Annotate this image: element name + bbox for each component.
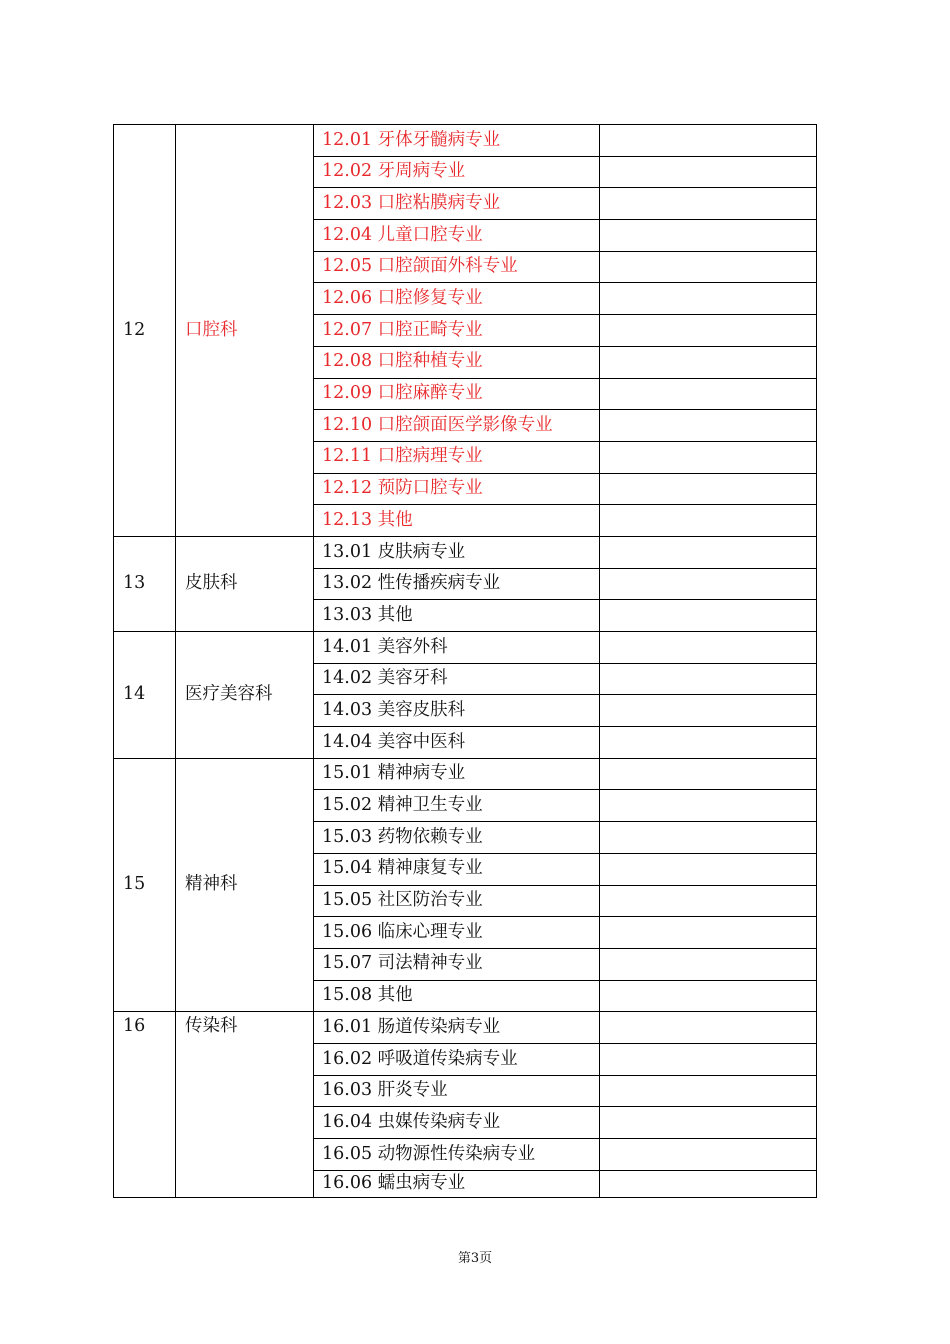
blank-entry-cell bbox=[600, 251, 817, 283]
specialty-cell: 14.04 美容中医科 bbox=[314, 727, 600, 759]
specialty-table-body bbox=[114, 125, 817, 1198]
page-footer: 第3页 bbox=[457, 1251, 493, 1266]
specialty-cell: 12.03 口腔粘膜病专业 bbox=[314, 188, 600, 220]
specialty-cell: 15.08 其他 bbox=[314, 980, 600, 1012]
blank-entry-cell bbox=[600, 1139, 817, 1171]
specialty-cell: 12.12 预防口腔专业 bbox=[314, 473, 600, 505]
blank-entry-cell bbox=[600, 315, 817, 347]
blank-entry-cell bbox=[600, 853, 817, 885]
blank-entry-cell bbox=[600, 1043, 817, 1075]
specialty-cell: 14.03 美容皮肤科 bbox=[314, 695, 600, 727]
department-number-cell: 16 bbox=[114, 1012, 176, 1197]
blank-entry-cell bbox=[600, 1107, 817, 1139]
blank-entry-cell bbox=[600, 1012, 817, 1044]
specialty-cell: 15.06 临床心理专业 bbox=[314, 917, 600, 949]
specialty-cell: 14.02 美容牙科 bbox=[314, 663, 600, 695]
specialty-cell: 16.03 肝炎专业 bbox=[314, 1075, 600, 1107]
blank-entry-cell bbox=[600, 505, 817, 537]
blank-entry-cell bbox=[600, 473, 817, 505]
specialty-cell: 12.01 牙体牙髓病专业 bbox=[314, 125, 600, 157]
department-name-cell: 传染科 bbox=[176, 1012, 314, 1197]
specialty-cell: 12.06 口腔修复专业 bbox=[314, 283, 600, 315]
blank-entry-cell bbox=[600, 980, 817, 1012]
table-row bbox=[114, 1012, 817, 1044]
specialty-cell: 15.07 司法精神专业 bbox=[314, 948, 600, 980]
specialty-cell: 15.02 精神卫生专业 bbox=[314, 790, 600, 822]
specialty-cell: 12.11 口腔病理专业 bbox=[314, 441, 600, 473]
specialty-cell: 16.02 呼吸道传染病专业 bbox=[314, 1043, 600, 1075]
specialty-cell: 14.01 美容外科 bbox=[314, 632, 600, 664]
blank-entry-cell bbox=[600, 378, 817, 410]
blank-entry-cell bbox=[600, 410, 817, 442]
specialty-cell: 12.05 口腔颌面外科专业 bbox=[314, 251, 600, 283]
specialty-cell: 12.10 口腔颌面医学影像专业 bbox=[314, 410, 600, 442]
specialty-cell: 16.06 蠕虫病专业 bbox=[314, 1170, 600, 1197]
specialty-table bbox=[113, 124, 817, 1198]
specialty-cell: 12.13 其他 bbox=[314, 505, 600, 537]
blank-entry-cell bbox=[600, 632, 817, 664]
blank-entry-cell bbox=[600, 568, 817, 600]
blank-entry-cell bbox=[600, 156, 817, 188]
specialty-cell: 12.04 儿童口腔专业 bbox=[314, 220, 600, 252]
specialty-cell: 16.05 动物源性传染病专业 bbox=[314, 1139, 600, 1171]
blank-entry-cell bbox=[600, 125, 817, 157]
department-name-cell: 皮肤科 bbox=[176, 536, 314, 631]
blank-entry-cell bbox=[600, 758, 817, 790]
department-name-cell: 口腔科 bbox=[176, 125, 314, 537]
blank-entry-cell bbox=[600, 346, 817, 378]
specialty-cell: 15.01 精神病专业 bbox=[314, 758, 600, 790]
blank-entry-cell bbox=[600, 441, 817, 473]
specialty-cell: 12.07 口腔正畸专业 bbox=[314, 315, 600, 347]
specialty-table-container bbox=[113, 124, 815, 1198]
blank-entry-cell bbox=[600, 663, 817, 695]
blank-entry-cell bbox=[600, 822, 817, 854]
department-number-cell: 14 bbox=[114, 632, 176, 759]
blank-entry-cell bbox=[600, 536, 817, 568]
blank-entry-cell bbox=[600, 948, 817, 980]
specialty-cell: 15.04 精神康复专业 bbox=[314, 853, 600, 885]
specialty-cell: 15.05 社区防治专业 bbox=[314, 885, 600, 917]
specialty-cell: 13.02 性传播疾病专业 bbox=[314, 568, 600, 600]
table-row bbox=[114, 758, 817, 790]
blank-entry-cell bbox=[600, 220, 817, 252]
blank-entry-cell bbox=[600, 695, 817, 727]
department-number-cell: 13 bbox=[114, 536, 176, 631]
table-row bbox=[114, 125, 817, 157]
department-name-cell: 医疗美容科 bbox=[176, 632, 314, 759]
blank-entry-cell bbox=[600, 188, 817, 220]
blank-entry-cell bbox=[600, 1170, 817, 1197]
specialty-cell: 13.03 其他 bbox=[314, 600, 600, 632]
specialty-cell: 12.02 牙周病专业 bbox=[314, 156, 600, 188]
department-number-cell: 15 bbox=[114, 758, 176, 1012]
blank-entry-cell bbox=[600, 1075, 817, 1107]
table-row bbox=[114, 632, 817, 664]
blank-entry-cell bbox=[600, 885, 817, 917]
blank-entry-cell bbox=[600, 283, 817, 315]
blank-entry-cell bbox=[600, 600, 817, 632]
specialty-cell: 16.04 虫媒传染病专业 bbox=[314, 1107, 600, 1139]
specialty-cell: 16.01 肠道传染病专业 bbox=[314, 1012, 600, 1044]
blank-entry-cell bbox=[600, 727, 817, 759]
specialty-cell: 12.08 口腔种植专业 bbox=[314, 346, 600, 378]
specialty-cell: 15.03 药物依赖专业 bbox=[314, 822, 600, 854]
department-name-cell: 精神科 bbox=[176, 758, 314, 1012]
specialty-cell: 13.01 皮肤病专业 bbox=[314, 536, 600, 568]
blank-entry-cell bbox=[600, 917, 817, 949]
table-row bbox=[114, 536, 817, 568]
department-number-cell: 12 bbox=[114, 125, 176, 537]
specialty-cell: 12.09 口腔麻醉专业 bbox=[314, 378, 600, 410]
blank-entry-cell bbox=[600, 790, 817, 822]
